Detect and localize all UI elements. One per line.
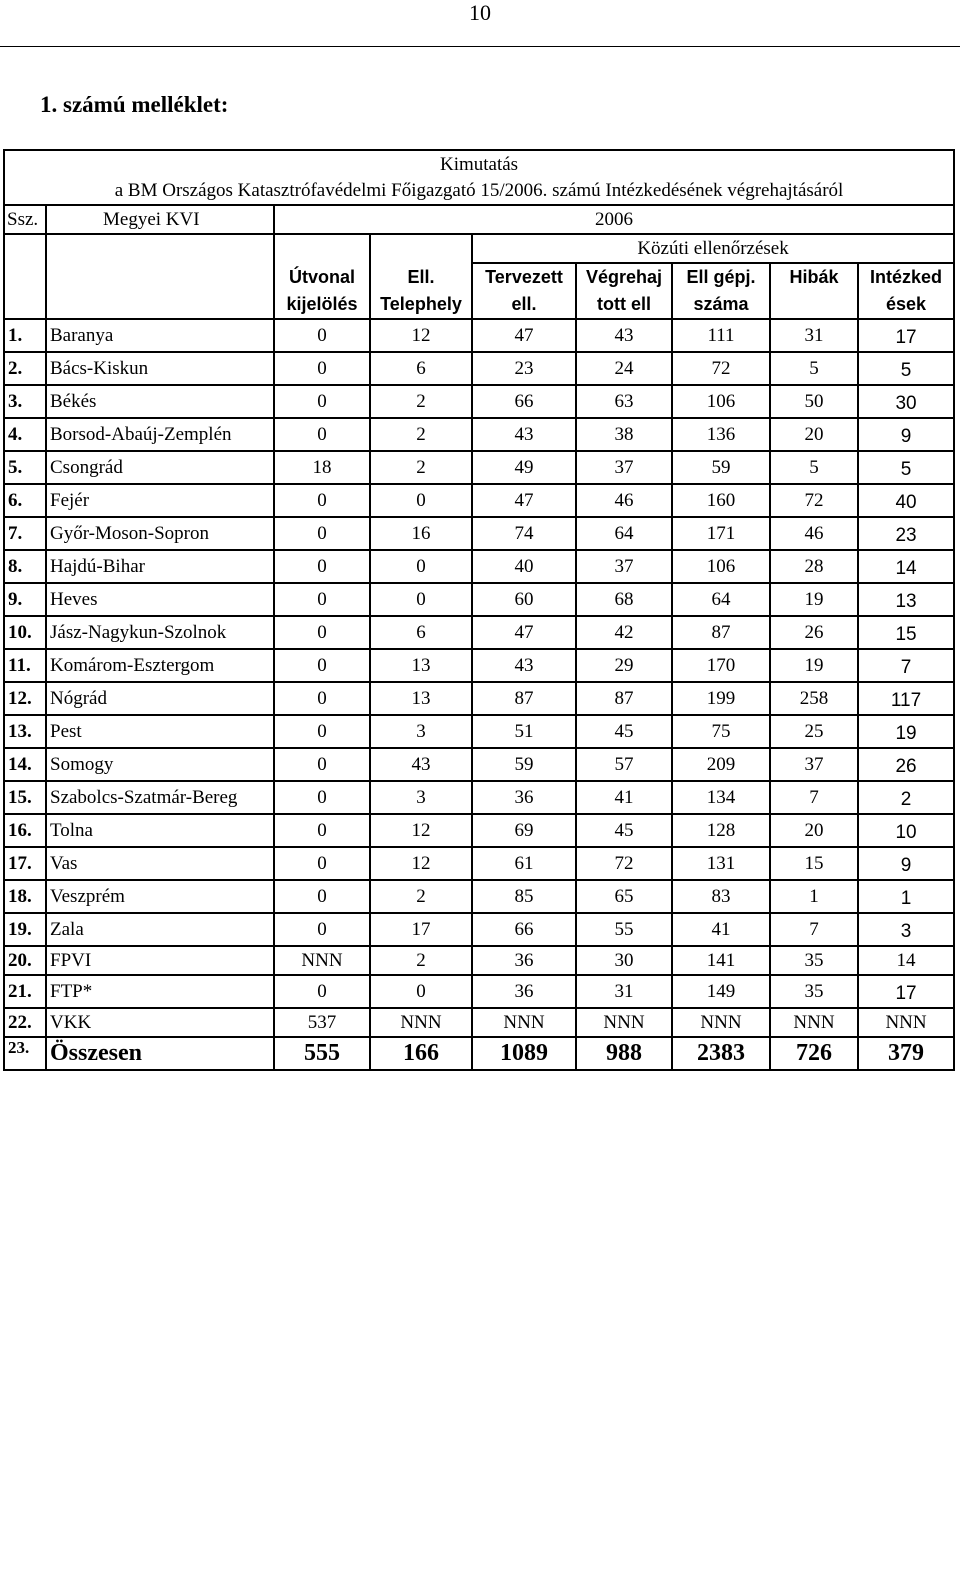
cell-value: 28 xyxy=(770,550,858,583)
cell-value: 131 xyxy=(672,847,770,880)
cell-value: 13 xyxy=(370,649,472,682)
row-number: 16. xyxy=(4,814,46,847)
cell-value: 141 xyxy=(672,946,770,975)
cell-value: 30 xyxy=(858,385,954,418)
cell-value: 43 xyxy=(370,748,472,781)
cell-value: 209 xyxy=(672,748,770,781)
county-name: Vas xyxy=(46,847,274,880)
cell-value: NNN xyxy=(576,1008,672,1037)
table-row xyxy=(4,913,954,946)
cell-value: 106 xyxy=(672,385,770,418)
table-row xyxy=(4,814,954,847)
cell-value: 2 xyxy=(370,385,472,418)
table-row xyxy=(4,352,954,385)
cell-value: 64 xyxy=(576,517,672,550)
cell-value: 68 xyxy=(576,583,672,616)
cell-value: 0 xyxy=(274,814,370,847)
cell-value: 160 xyxy=(672,484,770,517)
row-number: 8. xyxy=(4,550,46,583)
total-value: 1089 xyxy=(472,1037,576,1070)
table-row xyxy=(4,649,954,682)
county-name: Komárom-Esztergom xyxy=(46,649,274,682)
cell-value: 0 xyxy=(274,616,370,649)
cell-value: 31 xyxy=(576,975,672,1008)
header-county-spacer xyxy=(46,234,274,319)
county-name: Csongrád xyxy=(46,451,274,484)
cell-value: 0 xyxy=(274,715,370,748)
cell-value: 2 xyxy=(370,418,472,451)
table-row xyxy=(4,975,954,1008)
cell-value: 65 xyxy=(576,880,672,913)
cell-value: 2 xyxy=(370,946,472,975)
county-name: FPVI xyxy=(46,946,274,975)
cell-value: 6 xyxy=(370,616,472,649)
cell-value: 117 xyxy=(858,682,954,715)
cell-value: 7 xyxy=(770,913,858,946)
column-header-4-line1: Végrehaj xyxy=(576,263,672,291)
cell-value: 258 xyxy=(770,682,858,715)
county-name: FTP* xyxy=(46,975,274,1008)
cell-value: 0 xyxy=(274,748,370,781)
cell-value: 74 xyxy=(472,517,576,550)
cell-value: 59 xyxy=(472,748,576,781)
row-number: 21. xyxy=(4,975,46,1008)
cell-value: 13 xyxy=(858,583,954,616)
row-number: 3. xyxy=(4,385,46,418)
table-row xyxy=(4,418,954,451)
table-row xyxy=(4,847,954,880)
cell-value: 87 xyxy=(472,682,576,715)
county-name: Szabolcs-Szatmár-Bereg xyxy=(46,781,274,814)
cell-value: 0 xyxy=(274,847,370,880)
page-number: 10 xyxy=(469,0,491,25)
cell-value: 0 xyxy=(274,484,370,517)
cell-value: 17 xyxy=(858,319,954,352)
table-row xyxy=(4,451,954,484)
cell-value: NNN xyxy=(472,1008,576,1037)
cell-value: 60 xyxy=(472,583,576,616)
cell-value: 19 xyxy=(858,715,954,748)
column-header-2-line1: Ell. xyxy=(370,263,472,291)
cell-value: 36 xyxy=(472,781,576,814)
cell-value: 29 xyxy=(576,649,672,682)
total-row xyxy=(4,1037,954,1070)
cell-value: 0 xyxy=(370,550,472,583)
header-county: Megyei KVI xyxy=(46,205,274,234)
table-row xyxy=(4,385,954,418)
row-number: 1. xyxy=(4,319,46,352)
cell-value: NNN xyxy=(274,946,370,975)
cell-value: 50 xyxy=(770,385,858,418)
county-name: Veszprém xyxy=(46,880,274,913)
county-name: Zala xyxy=(46,913,274,946)
cell-value: 31 xyxy=(770,319,858,352)
column-header-3-line1: Tervezett xyxy=(472,263,576,291)
cell-value: 1 xyxy=(858,880,954,913)
cell-value: 111 xyxy=(672,319,770,352)
cell-value: 16 xyxy=(370,517,472,550)
cell-value: 72 xyxy=(672,352,770,385)
cell-value: 149 xyxy=(672,975,770,1008)
cell-value: 5 xyxy=(858,352,954,385)
cell-value: 12 xyxy=(370,319,472,352)
county-name: Heves xyxy=(46,583,274,616)
cell-value: 38 xyxy=(576,418,672,451)
report-table xyxy=(3,149,955,1071)
header-rule xyxy=(0,46,960,47)
table-row xyxy=(4,1008,954,1037)
row-number: 14. xyxy=(4,748,46,781)
cell-value: NNN xyxy=(370,1008,472,1037)
cell-value: NNN xyxy=(770,1008,858,1037)
header-group: Közúti ellenőrzések xyxy=(472,234,954,263)
row-number: 4. xyxy=(4,418,46,451)
table-row xyxy=(4,715,954,748)
cell-value: 0 xyxy=(274,913,370,946)
cell-value: 45 xyxy=(576,715,672,748)
cell-value: 61 xyxy=(472,847,576,880)
cell-value: 42 xyxy=(576,616,672,649)
column-header-7-line2: ések xyxy=(858,291,954,319)
cell-value: 55 xyxy=(576,913,672,946)
row-number: 17. xyxy=(4,847,46,880)
cell-value: 35 xyxy=(770,975,858,1008)
cell-value: 19 xyxy=(770,583,858,616)
cell-value: 12 xyxy=(370,847,472,880)
cell-value: 26 xyxy=(858,748,954,781)
cell-value: 75 xyxy=(672,715,770,748)
county-name: Békés xyxy=(46,385,274,418)
cell-value: 40 xyxy=(472,550,576,583)
cell-value: 0 xyxy=(274,649,370,682)
cell-value: 41 xyxy=(576,781,672,814)
cell-value: 3 xyxy=(370,715,472,748)
cell-value: 87 xyxy=(672,616,770,649)
row-number: 11. xyxy=(4,649,46,682)
cell-value: 199 xyxy=(672,682,770,715)
cell-value: 83 xyxy=(672,880,770,913)
row-number: 13. xyxy=(4,715,46,748)
county-name: Jász-Nagykun-Szolnok xyxy=(46,616,274,649)
cell-value: 43 xyxy=(472,649,576,682)
cell-value: 7 xyxy=(770,781,858,814)
row-number: 2. xyxy=(4,352,46,385)
cell-value: 537 xyxy=(274,1008,370,1037)
total-value: 2383 xyxy=(672,1037,770,1070)
cell-value: 0 xyxy=(274,319,370,352)
county-name: Borsod-Abaúj-Zemplén xyxy=(46,418,274,451)
county-name: Bács-Kiskun xyxy=(46,352,274,385)
header-no: Ssz. xyxy=(4,205,46,234)
cell-value: 3 xyxy=(370,781,472,814)
table-row xyxy=(4,616,954,649)
row-number: 5. xyxy=(4,451,46,484)
column-header-6-line2 xyxy=(770,291,858,319)
cell-value: 2 xyxy=(858,781,954,814)
cell-value: 40 xyxy=(858,484,954,517)
cell-value: 30 xyxy=(576,946,672,975)
county-name: VKK xyxy=(46,1008,274,1037)
cell-value: 17 xyxy=(370,913,472,946)
row-number: 7. xyxy=(4,517,46,550)
cell-value: 14 xyxy=(858,946,954,975)
cell-value: 59 xyxy=(672,451,770,484)
cell-value: 136 xyxy=(672,418,770,451)
cell-value: 36 xyxy=(472,975,576,1008)
cell-value: 25 xyxy=(770,715,858,748)
cell-value: 23 xyxy=(472,352,576,385)
header-spacer-1 xyxy=(274,234,370,263)
cell-value: 20 xyxy=(770,814,858,847)
column-header-1-line1: Útvonal xyxy=(274,263,370,291)
cell-value: 171 xyxy=(672,517,770,550)
cell-value: 10 xyxy=(858,814,954,847)
cell-value: 15 xyxy=(858,616,954,649)
cell-value: 85 xyxy=(472,880,576,913)
cell-value: 0 xyxy=(274,583,370,616)
cell-value: 5 xyxy=(770,451,858,484)
table-row xyxy=(4,781,954,814)
cell-value: 17 xyxy=(858,975,954,1008)
table-caption xyxy=(4,150,954,205)
annex-title: 1. számú melléklet: xyxy=(40,92,229,117)
cell-value: 0 xyxy=(274,550,370,583)
cell-value: 45 xyxy=(576,814,672,847)
cell-value: 63 xyxy=(576,385,672,418)
row-number: 6. xyxy=(4,484,46,517)
cell-value: 43 xyxy=(472,418,576,451)
cell-value: 1 xyxy=(770,880,858,913)
total-value: 379 xyxy=(858,1037,954,1070)
cell-value: 23 xyxy=(858,517,954,550)
cell-value: 47 xyxy=(472,616,576,649)
column-header-1-line2: kijelölés xyxy=(274,291,370,319)
total-value: 166 xyxy=(370,1037,472,1070)
cell-value: 72 xyxy=(576,847,672,880)
cell-value: 19 xyxy=(770,649,858,682)
county-name: Baranya xyxy=(46,319,274,352)
table-row xyxy=(4,946,954,975)
row-number: 20. xyxy=(4,946,46,975)
cell-value: 0 xyxy=(370,583,472,616)
cell-value: 106 xyxy=(672,550,770,583)
caption-line-2: a BM Országos Katasztrófavédelmi Főigazgató 15/2006. számú Intézkedésének végrehajtásáról xyxy=(114,180,844,201)
row-number: 18. xyxy=(4,880,46,913)
column-header-2-line2: Telephely xyxy=(370,291,472,319)
cell-value: 6 xyxy=(370,352,472,385)
county-name: Nógrád xyxy=(46,682,274,715)
cell-value: 0 xyxy=(274,517,370,550)
row-number: 12. xyxy=(4,682,46,715)
cell-value: 18 xyxy=(274,451,370,484)
cell-value: 37 xyxy=(576,550,672,583)
cell-value: 57 xyxy=(576,748,672,781)
cell-value: 64 xyxy=(672,583,770,616)
cell-value: 128 xyxy=(672,814,770,847)
county-name: Fejér xyxy=(46,484,274,517)
cell-value: 72 xyxy=(770,484,858,517)
cell-value: 9 xyxy=(858,847,954,880)
column-header-3-line2: ell. xyxy=(472,291,576,319)
cell-value: 66 xyxy=(472,385,576,418)
total-label: Összesen xyxy=(46,1037,274,1070)
cell-value: 0 xyxy=(274,880,370,913)
cell-value: NNN xyxy=(858,1008,954,1037)
table-row xyxy=(4,682,954,715)
cell-value: 15 xyxy=(770,847,858,880)
cell-value: 5 xyxy=(770,352,858,385)
row-number: 15. xyxy=(4,781,46,814)
column-header-6-line1: Hibák xyxy=(770,263,858,291)
cell-value: 20 xyxy=(770,418,858,451)
county-name: Tolna xyxy=(46,814,274,847)
county-name: Pest xyxy=(46,715,274,748)
header-no-spacer xyxy=(4,234,46,319)
row-number: 22. xyxy=(4,1008,46,1037)
cell-value: 46 xyxy=(576,484,672,517)
cell-value: 5 xyxy=(858,451,954,484)
total-value: 726 xyxy=(770,1037,858,1070)
cell-value: 9 xyxy=(858,418,954,451)
column-header-7-line1: Intézked xyxy=(858,263,954,291)
row-number: 9. xyxy=(4,583,46,616)
table-row xyxy=(4,517,954,550)
cell-value: 36 xyxy=(472,946,576,975)
total-value: 988 xyxy=(576,1037,672,1070)
cell-value: 46 xyxy=(770,517,858,550)
cell-value: 43 xyxy=(576,319,672,352)
cell-value: 170 xyxy=(672,649,770,682)
cell-value: 0 xyxy=(274,682,370,715)
header-spacer-2 xyxy=(370,234,472,263)
county-name: Győr-Moson-Sopron xyxy=(46,517,274,550)
table-row xyxy=(4,550,954,583)
county-name: Hajdú-Bihar xyxy=(46,550,274,583)
cell-value: 0 xyxy=(274,418,370,451)
table-row xyxy=(4,319,954,352)
total-row-number: 23. xyxy=(4,1037,46,1070)
cell-value: 0 xyxy=(370,975,472,1008)
cell-value: 37 xyxy=(576,451,672,484)
cell-value: 37 xyxy=(770,748,858,781)
cell-value: 47 xyxy=(472,484,576,517)
cell-value: 2 xyxy=(370,451,472,484)
column-header-4-line2: tott ell xyxy=(576,291,672,319)
cell-value: 2 xyxy=(370,880,472,913)
cell-value: 49 xyxy=(472,451,576,484)
cell-value: 26 xyxy=(770,616,858,649)
cell-value: 0 xyxy=(274,352,370,385)
table-row xyxy=(4,484,954,517)
cell-value: 12 xyxy=(370,814,472,847)
cell-value: 0 xyxy=(274,781,370,814)
cell-value: 0 xyxy=(370,484,472,517)
cell-value: 69 xyxy=(472,814,576,847)
row-number: 10. xyxy=(4,616,46,649)
cell-value: 14 xyxy=(858,550,954,583)
row-number: 19. xyxy=(4,913,46,946)
cell-value: NNN xyxy=(672,1008,770,1037)
cell-value: 24 xyxy=(576,352,672,385)
cell-value: 51 xyxy=(472,715,576,748)
table-row xyxy=(4,583,954,616)
table-row xyxy=(4,748,954,781)
column-header-5-line1: Ell gépj. xyxy=(672,263,770,291)
total-value: 555 xyxy=(274,1037,370,1070)
cell-value: 47 xyxy=(472,319,576,352)
header-year: 2006 xyxy=(274,205,954,234)
county-name: Somogy xyxy=(46,748,274,781)
cell-value: 3 xyxy=(858,913,954,946)
cell-value: 87 xyxy=(576,682,672,715)
cell-value: 7 xyxy=(858,649,954,682)
caption-line-1: Kimutatás xyxy=(439,154,519,175)
cell-value: 0 xyxy=(274,975,370,1008)
table-row xyxy=(4,880,954,913)
cell-value: 134 xyxy=(672,781,770,814)
cell-value: 41 xyxy=(672,913,770,946)
cell-value: 35 xyxy=(770,946,858,975)
cell-value: 13 xyxy=(370,682,472,715)
cell-value: 0 xyxy=(274,385,370,418)
cell-value: 66 xyxy=(472,913,576,946)
column-header-5-line2: száma xyxy=(672,291,770,319)
